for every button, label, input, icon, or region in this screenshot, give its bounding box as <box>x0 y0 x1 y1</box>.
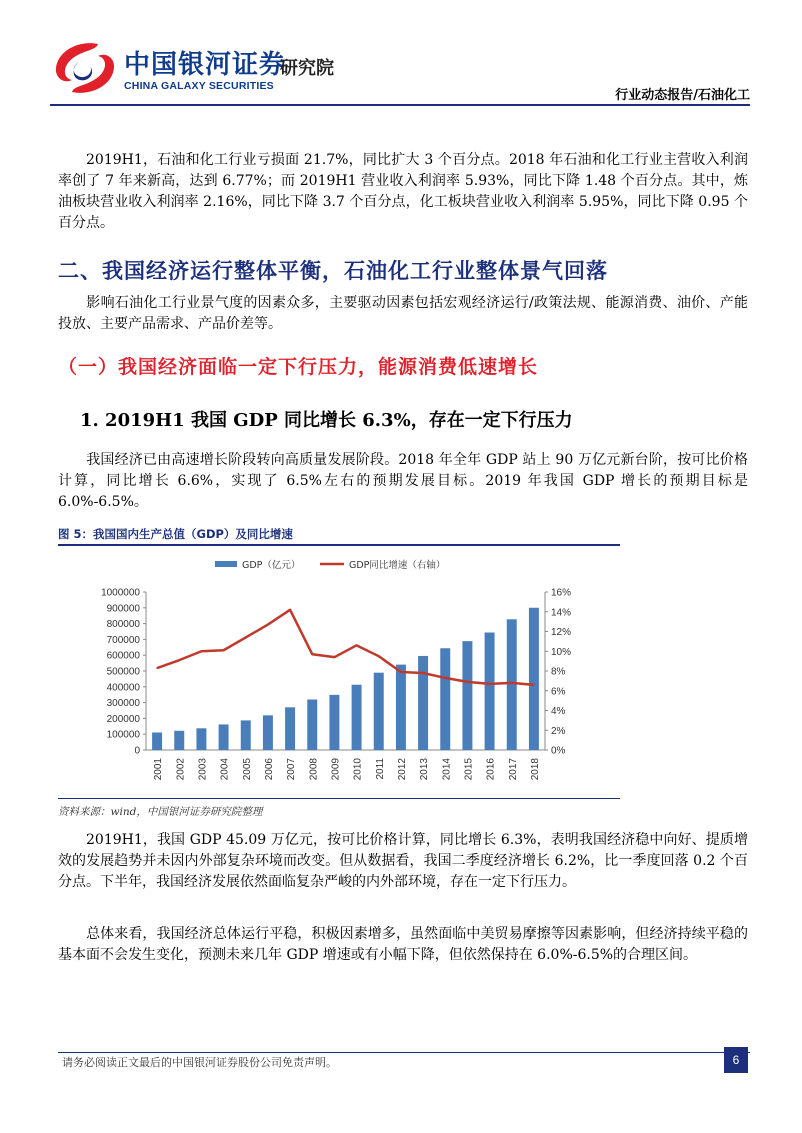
x-tick-label: 2012 <box>396 758 408 781</box>
left-tick-label: 600000 <box>106 650 140 662</box>
x-tick-label: 2003 <box>197 758 209 781</box>
legend-swatch-gdp <box>215 561 237 567</box>
chart-legend <box>215 559 445 571</box>
figure-bottom-rule <box>58 798 620 799</box>
footer-disclaimer: 请务必阅读正文最后的中国银河证券股份公司免责声明。 <box>62 1056 337 1069</box>
gdp-bar <box>374 673 384 750</box>
gdp-bar <box>440 648 450 750</box>
subsection-heading-1: （一）我国经济面临一定下行压力，能源消费低速增长 <box>58 356 539 378</box>
gdp-growth-point <box>356 645 358 647</box>
x-tick-label: 2002 <box>175 758 187 781</box>
gdp-growth-point <box>444 677 446 679</box>
subsubsection-heading-1: 1. 2019H1 我国 GDP 同比增长 6.3%，存在一定下行压力 <box>80 410 573 431</box>
x-tick-label: 2007 <box>286 758 298 781</box>
right-tick-label: 10% <box>551 646 572 658</box>
gdp-bar <box>263 715 273 750</box>
gdp-growth-point <box>334 656 336 658</box>
gdp-growth-point <box>489 683 491 685</box>
gdp-growth-point <box>400 671 402 673</box>
gdp-growth-point <box>267 624 269 626</box>
legend-label-growth: GDP同比增速（右轴） <box>349 560 446 571</box>
left-tick-label: 0 <box>134 745 140 757</box>
gdp-bar <box>507 619 517 750</box>
x-tick-label: 2016 <box>485 758 497 781</box>
gdp-bar <box>529 608 539 750</box>
left-tick-label: 700000 <box>106 634 140 646</box>
section-heading-2: 二、我国经济运行整体平衡，石油化工行业整体景气回落 <box>58 259 608 283</box>
institute-label: 研究院 <box>280 58 334 79</box>
x-tick-label: 2009 <box>330 758 342 781</box>
gdp-growth-point <box>311 653 313 655</box>
gdp-bar <box>285 707 295 750</box>
x-tick-label: 2008 <box>308 758 320 781</box>
gdp-bar <box>196 728 206 750</box>
left-tick-label: 100000 <box>106 729 140 741</box>
paragraph-drivers: 影响石油化工行业景气度的因素众多，主要驱动因素包括宏观经济运行/政策法规、能源消费、油价、产能投放、主要产品需求、产品价差等。 <box>58 295 748 332</box>
gdp-bar <box>241 720 251 750</box>
gdp-growth-point <box>223 649 225 651</box>
figure-source: 资料来源：wind，中国银河证券研究院整理 <box>58 806 263 818</box>
left-tick-label: 400000 <box>106 682 140 694</box>
right-tick-label: 0% <box>551 745 566 757</box>
gdp-chart <box>58 550 620 795</box>
right-tick-label: 14% <box>551 607 572 619</box>
gdp-growth-point <box>289 609 291 611</box>
figure-top-rule <box>58 544 620 546</box>
gdp-growth-point <box>422 672 424 674</box>
gdp-bar <box>307 700 317 750</box>
left-tick-label: 900000 <box>106 603 140 615</box>
x-tick-label: 2018 <box>529 758 541 781</box>
report-type-label: 行业动态报告/石油化工 <box>615 88 750 103</box>
gdp-bar <box>462 641 472 750</box>
gdp-bar <box>352 685 362 750</box>
page-number: 6 <box>724 1047 748 1073</box>
x-tick-label: 2010 <box>352 758 364 781</box>
gdp-growth-point <box>467 681 469 683</box>
gdp-bar <box>152 732 162 750</box>
right-tick-label: 4% <box>551 706 566 717</box>
paragraph-gdp-h1: 2019H1，我国 GDP 45.09 万亿元，按可比价格计算，同比增长 6.3%，表明我国经济稳中向好、提质增效的发展趋势并未因内外部复杂环境而改变。但从数据看，我国二季度经济增长 6.2%，比一季度回落 0.2 个百分点。下半年，我国经济发展依然面临复杂严峻的内外部环境，存在一定下行压力。 <box>58 832 748 890</box>
figure-title: 图 5：我国国内生产总值（GDP）及同比增速 <box>58 527 293 541</box>
right-tick-label: 8% <box>551 666 566 678</box>
right-tick-label: 6% <box>551 686 566 698</box>
x-tick-label: 2011 <box>374 758 386 780</box>
x-tick-label: 2015 <box>463 758 475 781</box>
paragraph-outlook: 总体来看，我国经济总体运行平稳，积极因素增多，虽然面临中美贸易摩擦等因素影响，但经济持续平稳的基本面不会发生变化，预测未来几年 GDP 增速或有小幅下降，但依然保持在 6.0%-6.5%的合理区间。 <box>58 926 748 963</box>
x-tick-label: 2006 <box>263 758 275 781</box>
chart-x-ticks <box>153 758 541 781</box>
brand-name-en: CHINA GALAXY SECURITIES <box>124 80 274 92</box>
paragraph-profit: 2019H1，石油和化工行业亏损面 21.7%，同比扩大 3 个百分点。2018 年石油和化工行业主营收入利润率创了 7 年来新高，达到 6.77%；而 2019H1 营业收入利润率 5.93%，同比下降 1.48 个百分点。其中，炼油板块营业收入利润率 2.16%，同比下降 3.7 个百分点，化工板块营业收入利润率 5.95%，同比下降 0.95 个百分点。 <box>58 152 748 231</box>
footer-divider <box>58 1052 750 1053</box>
header-divider <box>50 104 750 106</box>
left-tick-label: 200000 <box>106 713 140 725</box>
right-tick-label: 16% <box>551 587 572 599</box>
gdp-bar <box>418 656 428 750</box>
gdp-bar <box>396 665 406 750</box>
gdp-growth-point <box>511 682 513 684</box>
x-tick-label: 2001 <box>153 758 165 781</box>
x-tick-label: 2017 <box>507 758 519 781</box>
chart-bars <box>152 608 539 750</box>
gdp-bar <box>174 731 184 750</box>
gdp-growth-line <box>157 610 534 685</box>
gdp-bar <box>485 633 495 750</box>
left-tick-label: 500000 <box>106 666 140 678</box>
gdp-bar <box>329 695 339 750</box>
legend-label-gdp: GDP（亿元） <box>242 560 301 571</box>
gdp-growth-point <box>378 655 380 657</box>
galaxy-logo-icon <box>50 38 120 98</box>
gdp-growth-point <box>245 637 247 639</box>
x-tick-label: 2004 <box>219 758 231 781</box>
left-tick-label: 800000 <box>106 619 140 631</box>
gdp-bar <box>219 724 229 750</box>
x-tick-label: 2013 <box>419 758 431 781</box>
x-tick-label: 2005 <box>241 758 253 781</box>
right-tick-label: 12% <box>551 627 572 638</box>
chart-line <box>156 609 534 686</box>
left-tick-label: 300000 <box>106 698 140 710</box>
gdp-growth-point <box>533 684 535 686</box>
brand-name-cn: 中国银河证券 <box>124 50 287 80</box>
paragraph-gdp-2018: 我国经济已由高速增长阶段转向高质量发展阶段。2018 年全年 GDP 站上 90 万亿元新台阶，按可比价格计算，同比增长 6.6%，实现了 6.5%左右的预期发展目标。2019 年我国 GDP 增长的预期目标是 6.0%-6.5%。 <box>58 452 748 510</box>
right-tick-label: 2% <box>551 725 566 737</box>
gdp-growth-point <box>178 659 180 661</box>
gdp-growth-point <box>156 667 158 669</box>
gdp-growth-point <box>201 650 203 652</box>
left-tick-label: 1000000 <box>101 587 140 599</box>
x-tick-label: 2014 <box>441 758 453 781</box>
